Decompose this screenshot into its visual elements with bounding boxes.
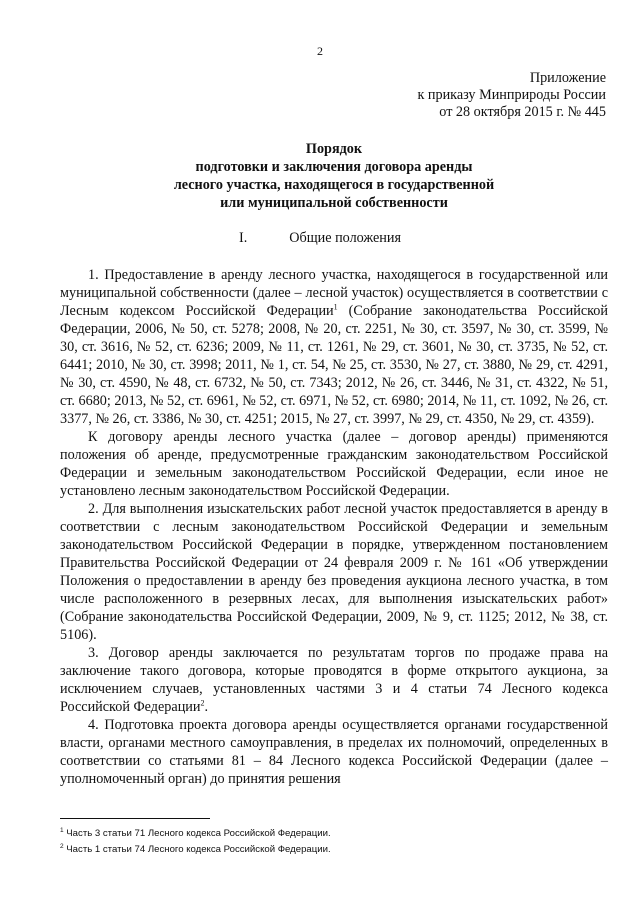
footnote-text: Часть 3 статьи 71 Лесного кодекса Российской Федерации. [63,828,331,839]
footnote-mark: 2 [60,842,64,850]
appendix-line: от 28 октября 2015 г. № 445 [439,104,606,120]
appendix-line: Приложение [529,70,606,86]
appendix-line: к приказу Минприроды России [417,87,606,103]
footnote-2 [60,842,608,858]
title-line: или муниципальной собственности [220,195,448,211]
section-number: I. [238,230,248,246]
paragraph-text: (Собрание законодательства Российской Федерации, 2006, № 50, ст. 5278; 2008, № 20, ст. 2251, № 30, ст. 3597, № 30, ст. 3599, № 30, ст. 3616, № 52, ст. 6236; 2009, № 11, ст. 1261, № 29, ст. 3601, № 30, ст. 3735, № 52, ст. 6441; 2010, № 30, ст. 3998; 2011, № 1, ст. 54, № 25, ст. 3530, № 27, ст. 3880, № 29, ст. 4291, № 30, ст. 4590, № 48, ст. 6732, № 50, ст. 7343; 2012, № 26, ст. 3446, № 31, ст. 4322, № 51, ст. 6680; 2013, № 52, ст. 6961, № 52, ст. 6971, № 52, ст. 6980; 2014, № 11, ст. 1092, № 26, ст. 3377, № 26, ст. 3386, № 30, ст. 4251; 2015, № 27, ст. 3997, № 29, ст. 4350, № 29, ст. 4359). [60,303,608,427]
paragraph-2: 2. Для выполнения изыскательских работ лесной участок предоставляется в аренду в соответствии с лесным законодательством Российской Федерации и земельным законодательством Российской Федерации в порядке, утвержденном постановлением Правительства Российской Федерации от 24 февраля 2009 г. № 161 «Об утверждении Положения о предоставлении в аренду без проведения аукциона лесного участка, в том числе расположенного в резервных лесах, для выполнения изыскательских работ» (Собрание законодательства Российской Федерации, 2009, № 9, ст. 1125; 2012, № 38, ст. 5106). [60,501,608,643]
footnotes [60,826,608,858]
title-line: Порядок [305,141,363,157]
paragraph-text: 3. Договор аренды заключается по результатам торгов по продаже права на заключение такого договора, которые проводятся в форме открытого аукциона, за исключением случаев, установленных частями 3 и 4 статьи 74 Лесного кодекса Российской Федерации [60,645,608,715]
title-line: подготовки и заключения договора аренды [195,159,473,175]
footnote-text: Часть 1 статьи 74 Лесного кодекса Российской Федерации. [63,844,331,855]
document-title [60,140,608,212]
section-heading [0,229,640,247]
paragraph-1-continued: К договору аренды лесного участка (далее – договор аренды) применяются положения об аренде, предусмотренные гражданским законодательством Российской Федерации и земельным законодательством Российской Федерации, если иное не установлено лесным законодательством Российской Федерации. [60,429,608,499]
paragraph-4: 4. Подготовка проекта договора аренды осуществляется органами государственной власти, органами местного самоуправления, в пределах их полномочий, определенных в соответствии со статьями 81 – 84 Лесного кодекса Российской Федерации (далее – уполномоченный орган) до принятия решения [60,717,608,787]
paragraph-text: . [204,699,209,715]
paragraph-1 [60,266,608,428]
appendix-heading [417,70,606,121]
footnote-mark: 1 [60,826,64,834]
paragraph-text: 1. Предоставление в аренду лесного участка, находящегося в государственной или муниципальной собственности (далее – лесной участок) осуществляется в соответствии с Лесным кодексом Российской Федерации [60,267,608,319]
footnote-ref: 2 [200,698,205,708]
paragraph-3 [60,644,608,716]
title-line: лесного участка, находящегося в государственной [173,177,495,193]
footnote-divider [60,818,210,819]
section-name: Общие положения [289,230,402,246]
footnote-1 [60,826,608,842]
page-number: 2 [317,44,323,58]
footnote-ref: 1 [333,302,338,312]
document-body [60,266,608,788]
